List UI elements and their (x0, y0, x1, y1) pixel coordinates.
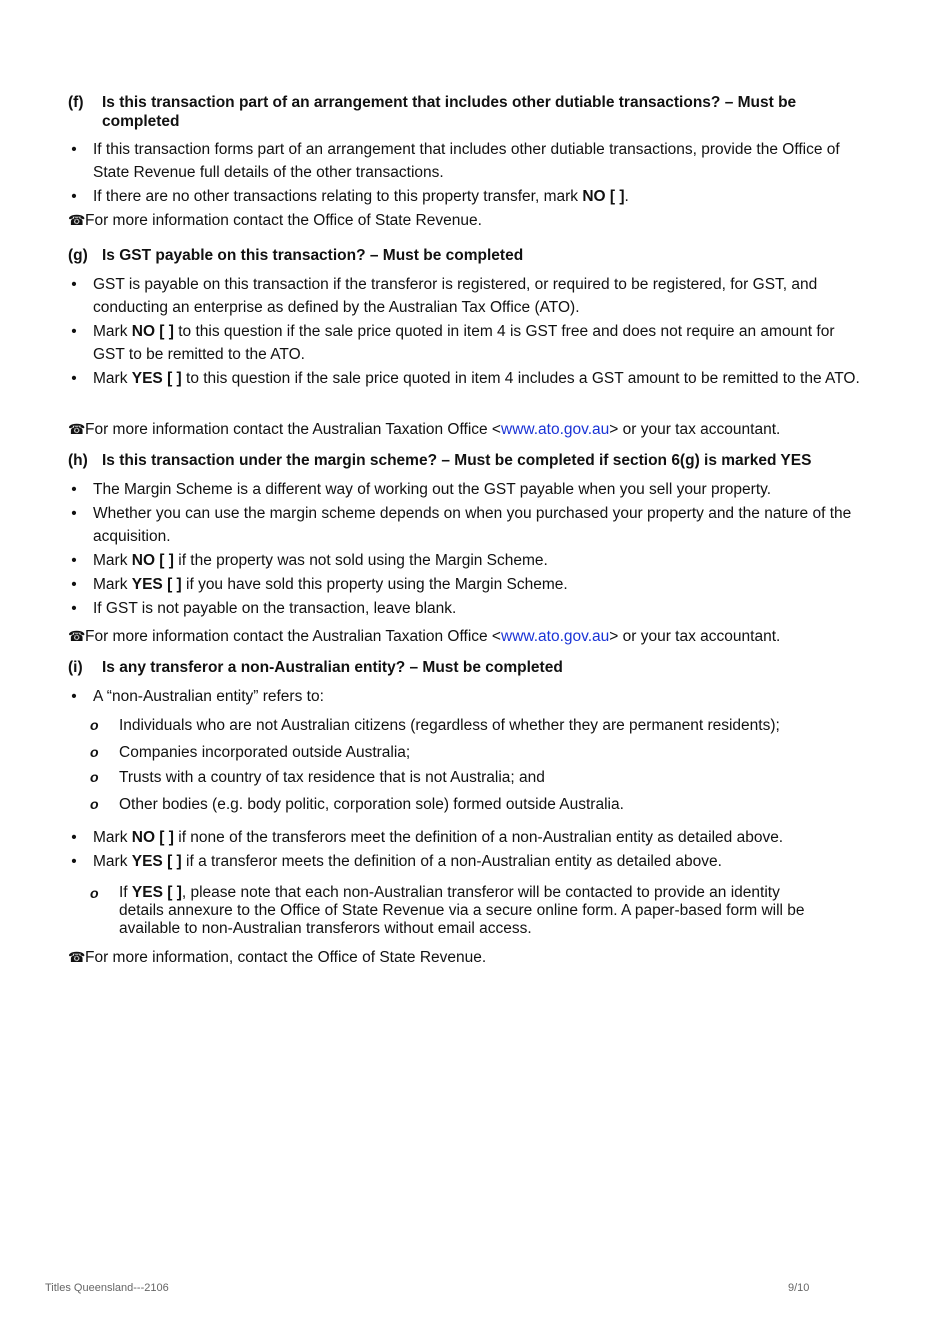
section-i-letter: (i) (68, 659, 83, 676)
section-g-letter: (g) (68, 247, 88, 264)
bullet-text: If this transaction forms part of an arrangement that includes other dutiable transactions, provide the Office of State Revenue full details of the other transactions. (93, 141, 840, 181)
sub-item-text: Trusts with a country of tax residence that is not Australia; and (119, 769, 545, 786)
info-line: ☎For more information, contact the Office of State Revenue. (68, 949, 487, 966)
phone-icon: ☎ (68, 212, 86, 228)
bullet-icon: • (71, 829, 77, 846)
bullet-icon: • (71, 688, 77, 705)
sub-item-text: Other bodies (e.g. body politic, corporation sole) formed outside Australia. (119, 796, 624, 813)
phone-icon: ☎ (68, 949, 86, 965)
section-h-title: Is this transaction under the margin scheme? – Must be completed if section 6(g) is marked YES (102, 452, 812, 469)
bullet-text: Mark YES [ ] to this question if the sale price quoted in item 4 includes a GST amount to be remitted to the ATO. (93, 370, 860, 387)
bullet-icon: • (71, 505, 77, 522)
bullet-text: Mark NO [ ] if none of the transferors meet the definition of a non-Australian entity as detailed above. (93, 829, 784, 846)
bullet-text: A “non-Australian entity” refers to: (93, 688, 324, 705)
bullet-text: Mark YES [ ] if a transferor meets the definition of a non-Australian entity as detailed above. (93, 853, 722, 870)
bullet-icon: • (71, 576, 77, 593)
section-f-title: Is this transaction part of an arrangement that includes other dutiable transactions? – Must be completed (102, 94, 797, 130)
sub-item-text: Individuals who are not Australian citizens (regardless of whether they are permanent residents); (119, 717, 780, 734)
circle-bullet-icon: o (90, 885, 99, 901)
section-h-letter: (h) (68, 452, 88, 469)
bullet-text: GST is payable on this transaction if the transferor is registered, or required to be registered, for GST, and conducting an enterprise as defined by the Australian Tax Office (ATO). (93, 276, 818, 316)
ato-link[interactable]: www.ato.gov.au (501, 628, 610, 645)
footer-page-number: 9/10 (788, 1282, 810, 1294)
info-line: ☎For more information contact the Office of State Revenue. (68, 212, 482, 229)
bullet-text: The Margin Scheme is a different way of working out the GST payable when you sell your property. (93, 481, 772, 498)
sub-item-text: If YES [ ], please note that each non-Australian transferor will be contacted to provide an identity details annexure to the Office of State Revenue via a secure online form. A paper-based form will be available to non-Australian transferors without email access. (119, 884, 805, 937)
ato-link[interactable]: www.ato.gov.au (501, 421, 610, 438)
section-f-letter: (f) (68, 94, 84, 111)
bullet-text: Whether you can use the margin scheme depends on when you purchased your property and the nature of the acquisition. (93, 505, 852, 545)
bullet-icon: • (71, 600, 77, 617)
bullet-icon: • (71, 276, 77, 293)
section-g-title: Is GST payable on this transaction? – Must be completed (102, 247, 524, 264)
bullet-icon: • (71, 141, 77, 158)
circle-bullet-icon: o (90, 769, 99, 785)
section-i-title: Is any transferor a non-Australian entity? – Must be completed (102, 659, 563, 676)
sub-item-text: Companies incorporated outside Australia; (119, 744, 411, 761)
bullet-icon: • (71, 370, 77, 387)
bullet-icon: • (71, 481, 77, 498)
phone-icon: ☎ (68, 628, 86, 644)
circle-bullet-icon: o (90, 717, 99, 733)
bullet-text: If GST is not payable on the transaction, leave blank. (93, 600, 457, 617)
phone-icon: ☎ (68, 421, 86, 437)
bullet-icon: • (71, 552, 77, 569)
circle-bullet-icon: o (90, 796, 99, 812)
circle-bullet-icon: o (90, 744, 99, 760)
bullet-icon: • (71, 853, 77, 870)
bullet-icon: • (71, 188, 77, 205)
footer-document-id: Titles Queensland---2106 (45, 1282, 169, 1294)
bullet-text: Mark YES [ ] if you have sold this property using the Margin Scheme. (93, 576, 568, 593)
bullet-text: Mark NO [ ] to this question if the sale price quoted in item 4 is GST free and does not require an amount for GST to be remitted to the ATO. (93, 323, 835, 363)
bullet-text: Mark NO [ ] if the property was not sold using the Margin Scheme. (93, 552, 548, 569)
info-line: ☎For more information contact the Australian Taxation Office <www.ato.gov.au> or your tax accountant. (68, 421, 781, 438)
bullet-icon: • (71, 323, 77, 340)
bullet-text: If there are no other transactions relating to this property transfer, mark NO [ ]. (93, 188, 629, 205)
info-line: ☎For more information contact the Australian Taxation Office <www.ato.gov.au> or your tax accountant. (68, 628, 781, 645)
